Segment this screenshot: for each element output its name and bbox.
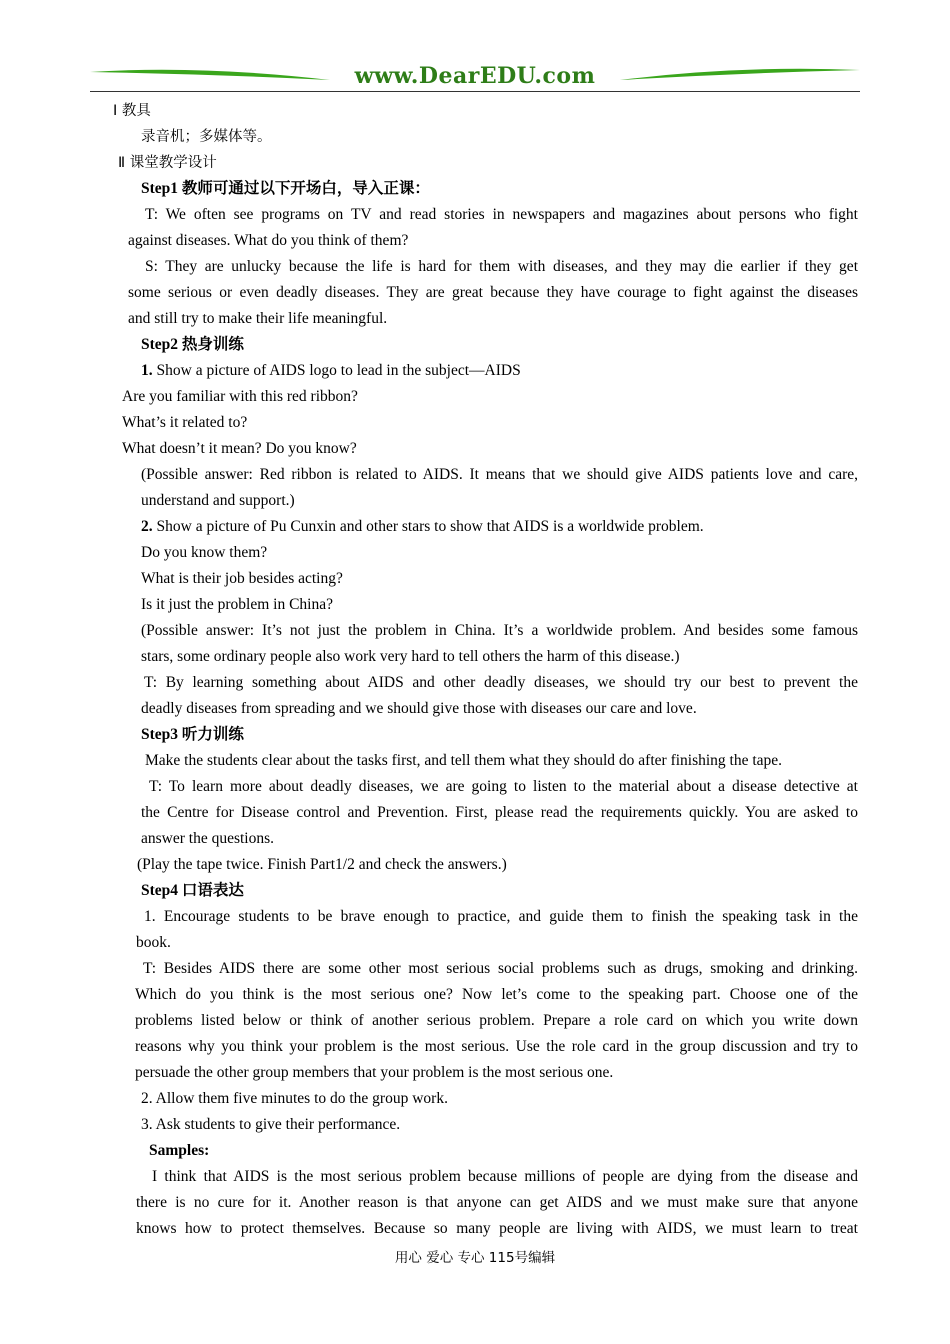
step-heading: Step2 热身训练 [141, 336, 244, 353]
paragraph-line: T: We often see programs on TV and read stories in newspapers and magazines about persons who fight [145, 206, 858, 223]
paragraph-line: Are you familiar with this red ribbon? [122, 388, 358, 405]
list-item: 1. Show a picture of AIDS logo to lead in the subject—AIDS [141, 362, 521, 379]
paragraph-line: there is no cure for it. Another reason is that anyone can get AIDS and we must make sure that anyone [136, 1194, 858, 1211]
paragraph-line: 1. Encourage students to be brave enough to practice, and guide them to finish the speaking task in the [144, 908, 858, 925]
paragraph-line: the Centre for Disease control and Prevention. First, please read the requirements quickly. You are asked to [141, 804, 858, 821]
paragraph-line: S: They are unlucky because the life is hard for them with diseases, and they may die earlier if they get [145, 258, 858, 275]
paragraph-line: (Possible answer: Red ribbon is related to AIDS. It means that we should give AIDS patients love and care, [141, 466, 858, 483]
list-item: 3. Ask students to give their performance. [141, 1116, 401, 1133]
paragraph-line: answer the questions. [141, 830, 275, 847]
paragraph-line: T: By learning something about AIDS and other deadly diseases, we should try our best to prevent the [144, 674, 858, 691]
paragraph-line: 录音机；多媒体等。 [141, 129, 272, 145]
paragraph-line: Do you know them? [141, 544, 268, 561]
samples-heading: Samples: [149, 1142, 210, 1159]
paragraph-line: persuade the other group members that your problem is the most serious one. [135, 1064, 614, 1081]
paragraph-line: Is it just the problem in China? [141, 596, 334, 613]
list-item: 2. Allow them five minutes to do the group work. [141, 1090, 448, 1107]
paragraph-line: Which do you think is the most serious one? Now let’s come to the speaking part. Choose one of the [135, 986, 858, 1003]
paragraph-line: Make the students clear about the tasks first, and tell them what they should do after finishing the tape. [145, 752, 783, 769]
step-heading: Step4 口语表达 [141, 882, 244, 899]
paragraph-line: and still try to make their life meaningful. [128, 310, 388, 327]
paragraph-line: some serious or even deadly diseases. They are great because they have courage to fight against the diseases [128, 284, 858, 301]
paragraph-line: T: Besides AIDS there are some other most serious social problems such as drugs, smoking and drinking. [143, 960, 858, 977]
step-heading: Step3 听力训练 [141, 726, 244, 743]
step-heading: Step1 教师可通过以下开场白，导入正课： [141, 180, 430, 197]
paragraph-line: (Play the tape twice. Finish Part1/2 and check the answers.) [137, 856, 507, 873]
section-heading: Ⅰ 教具 [113, 103, 151, 119]
paragraph-line: reasons why you think your problem is the most serious. Use the role card in the group discussion and try to [135, 1038, 858, 1055]
paragraph-line: problems listed below or think of another serious problem. Prepare a role card on which you write down [135, 1012, 858, 1029]
list-item: 2. Show a picture of Pu Cunxin and other stars to show that AIDS is a worldwide problem. [141, 518, 704, 535]
paragraph-line: deadly diseases from spreading and we should give those with diseases our care and love. [141, 700, 697, 717]
paragraph-line: What doesn’t it mean? Do you know? [122, 440, 357, 457]
paragraph-line: understand and support.) [141, 492, 295, 509]
paragraph-line: T: To learn more about deadly diseases, we are going to listen to the material about a disease detective at [149, 778, 858, 795]
page-footer: 用心 爱心 专心 115号编辑 [394, 1250, 556, 1266]
paragraph-line: against diseases. What do you think of them? [128, 232, 409, 249]
section-heading: Ⅱ 课堂教学设计 [118, 155, 217, 171]
paragraph-line: stars, some ordinary people also work very hard to tell others the harm of this disease.) [141, 648, 680, 665]
paragraph-line: I think that AIDS is the most serious problem because millions of people are dying from the disease and [152, 1168, 858, 1185]
paragraph-line: knows how to protect themselves. Because so many people are living with AIDS, we must learn to treat [136, 1220, 858, 1237]
paragraph-line: What’s it related to? [122, 414, 248, 431]
paragraph-line: What is their job besides acting? [141, 570, 343, 587]
site-logo[interactable]: www.DearEDU.com [354, 63, 596, 89]
paragraph-line: book. [136, 934, 171, 951]
paragraph-line: (Possible answer: It’s not just the problem in China. It’s a worldwide problem. And besides some famous [141, 622, 858, 639]
page-header [90, 62, 860, 92]
header-rule [90, 91, 860, 92]
